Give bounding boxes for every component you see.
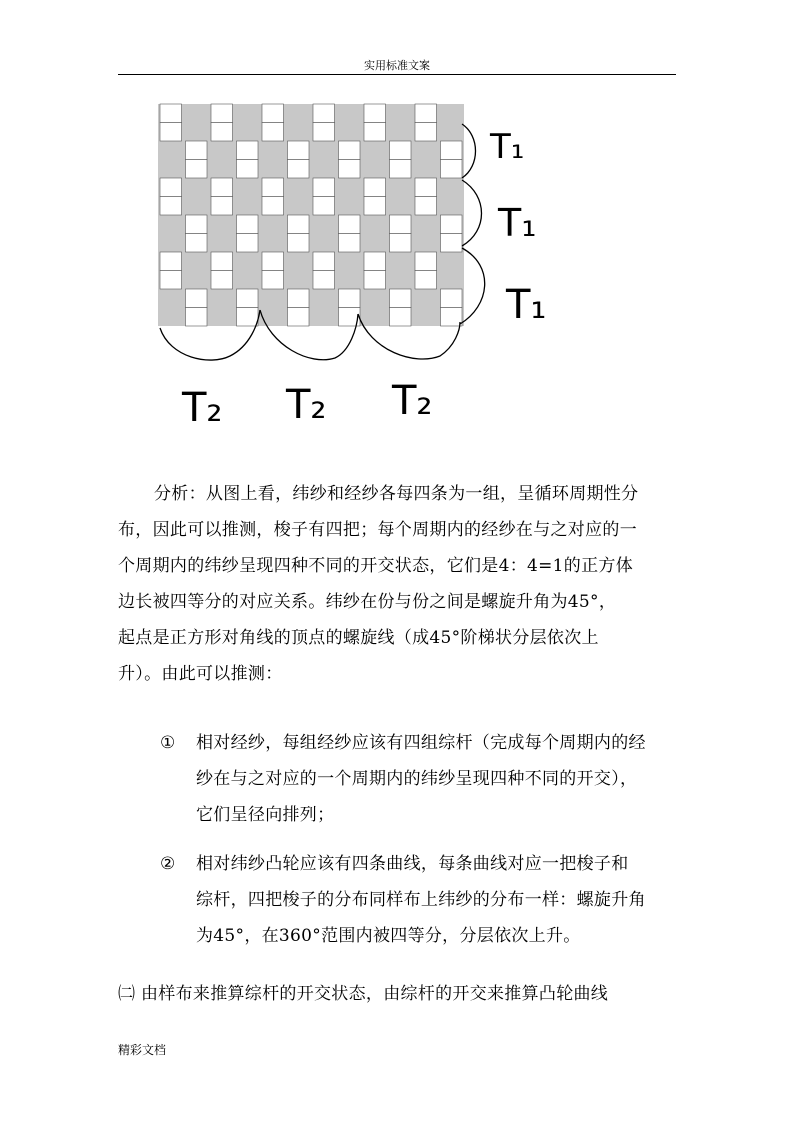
warp-float <box>313 178 335 197</box>
warp-float <box>364 252 386 271</box>
warp-float <box>262 123 284 142</box>
warp-float <box>237 234 259 253</box>
page-footer: 精彩文档 <box>118 1043 167 1057</box>
warp-float <box>288 215 310 234</box>
warp-float <box>364 123 386 142</box>
warp-float <box>160 271 182 290</box>
list-item-1-line-3: 它们呈径向排列； <box>196 805 335 825</box>
list-number-1: ① <box>160 733 176 753</box>
warp-float <box>415 271 437 290</box>
warp-float <box>186 160 208 179</box>
warp-float <box>288 234 310 253</box>
weave-grid <box>158 104 464 326</box>
header-rule <box>118 74 676 75</box>
warp-float <box>288 141 310 160</box>
warp-float <box>160 252 182 271</box>
warp-float <box>262 271 284 290</box>
warp-float <box>441 160 463 179</box>
warp-float <box>186 215 208 234</box>
warp-float <box>339 141 361 160</box>
column-label-3: T₂ <box>392 378 433 424</box>
warp-float <box>160 178 182 197</box>
analysis-line-1: 分析：从图上看，纬纱和经纱各每四条为一组，呈循环周期性分 <box>154 484 639 504</box>
warp-float <box>441 308 463 327</box>
warp-float <box>262 252 284 271</box>
warp-float <box>237 215 259 234</box>
warp-float <box>339 234 361 253</box>
analysis-line-3: 个周期内的纬纱呈现四种不同的开交状态，它们是4：4=1的正方体 <box>118 556 633 576</box>
list-item-1-line-2: 纱在与之对应的一个周期内的纬纱呈现四种不同的开交）， <box>196 769 638 789</box>
warp-float <box>441 215 463 234</box>
warp-float <box>186 141 208 160</box>
column-label-2: T₂ <box>286 382 327 428</box>
analysis-line-5: 起点是正方形对角线的顶点的螺旋线（成45°阶梯状分层依次上 <box>118 628 599 648</box>
page-header: 实用标准文案 <box>364 59 430 72</box>
warp-float <box>237 141 259 160</box>
section-heading: ㈡ 由样布来推算综杆的开交状态，由综杆的开交来推算凸轮曲线 <box>118 984 609 1004</box>
analysis-line-2: 布，因此可以推测，梭子有四把；每个周期内的经纱在与之对应的一 <box>118 520 637 540</box>
row-label-3: T₁ <box>506 282 547 328</box>
warp-float <box>160 197 182 216</box>
warp-float <box>364 271 386 290</box>
warp-float <box>262 197 284 216</box>
warp-float <box>160 104 182 123</box>
analysis-line-6: 升）。由此可以推测： <box>118 664 283 684</box>
row-bracket-2 <box>462 180 482 246</box>
warp-float <box>186 234 208 253</box>
warp-float <box>237 160 259 179</box>
warp-float <box>288 160 310 179</box>
warp-float <box>441 234 463 253</box>
weave-pattern-figure <box>150 96 550 436</box>
analysis-line-4: 边长被四等分的对应关系。纬纱在份与份之间是螺旋升角为45°， <box>118 592 617 612</box>
warp-float <box>390 289 412 308</box>
warp-float <box>262 178 284 197</box>
warp-float <box>364 178 386 197</box>
list-number-2: ② <box>160 854 176 874</box>
warp-float <box>211 104 233 123</box>
warp-float <box>415 197 437 216</box>
warp-float <box>415 178 437 197</box>
warp-float <box>186 289 208 308</box>
warp-float <box>390 308 412 327</box>
list-item-2-line-3: 为45°，在360°范围内被四等分，分层依次上升。 <box>196 926 581 946</box>
warp-float <box>211 123 233 142</box>
list-item-2-line-2: 综杆，四把梭子的分布同样布上纬纱的分布一样：螺旋升角 <box>196 890 646 910</box>
warp-float <box>339 215 361 234</box>
warp-float <box>390 141 412 160</box>
warp-float <box>160 123 182 142</box>
warp-float <box>313 123 335 142</box>
warp-float <box>313 252 335 271</box>
warp-float <box>441 289 463 308</box>
warp-float <box>339 160 361 179</box>
warp-float <box>313 271 335 290</box>
warp-float <box>288 308 310 327</box>
list-item-1-line-1: 相对经纱，每组经纱应该有四组综杆（完成每个周期内的经 <box>196 733 646 753</box>
warp-float <box>390 160 412 179</box>
warp-float <box>211 252 233 271</box>
warp-float <box>211 271 233 290</box>
warp-float <box>211 178 233 197</box>
warp-float <box>237 289 259 308</box>
warp-float <box>288 289 310 308</box>
warp-float <box>186 308 208 327</box>
warp-float <box>364 197 386 216</box>
warp-float <box>211 197 233 216</box>
warp-float <box>390 234 412 253</box>
warp-float <box>313 104 335 123</box>
warp-float <box>415 252 437 271</box>
row-label-2: T₁ <box>498 201 537 245</box>
warp-float <box>364 104 386 123</box>
warp-float <box>237 308 259 327</box>
warp-float <box>415 104 437 123</box>
column-label-1: T₂ <box>182 385 223 431</box>
warp-float <box>415 123 437 142</box>
warp-float <box>441 141 463 160</box>
analysis-paragraph <box>118 476 678 692</box>
row-bracket-1 <box>462 124 476 178</box>
warp-float <box>313 197 335 216</box>
row-label-1: T₁ <box>490 127 525 167</box>
warp-float <box>339 289 361 308</box>
list-item-2-line-1: 相对纬纱凸轮应该有四条曲线，每条曲线对应一把梭子和 <box>196 854 629 874</box>
warp-float <box>390 215 412 234</box>
warp-float <box>262 104 284 123</box>
